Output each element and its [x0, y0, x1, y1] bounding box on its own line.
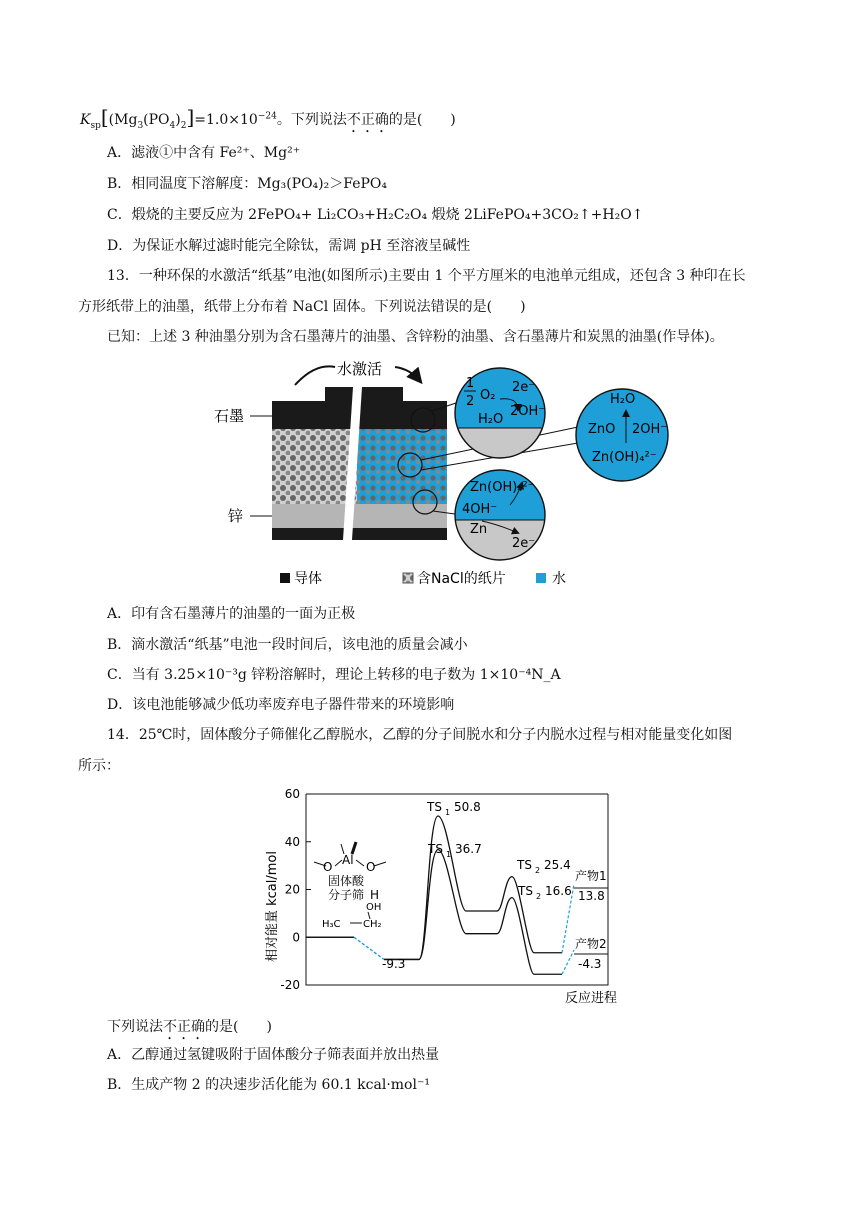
c2-h2o: H₂O [610, 392, 636, 407]
annot-ts1a-name: TS [427, 800, 442, 814]
label-zinc: 锌 [228, 507, 244, 525]
battery-figure [200, 355, 680, 595]
c1-half-num: 1 [466, 376, 475, 391]
legend-conductor: 导体 [294, 571, 322, 587]
q12-option-b: B．相同温度下溶解度：Mg₃(PO₄)₂＞FePO₄ [107, 176, 387, 192]
annot-ts1a-val: 50.8 [454, 800, 481, 814]
mol-h3c: H₃C [322, 919, 341, 930]
c1-o2: O₂ [480, 388, 496, 403]
c2-znoh4: Zn(OH)₄²⁻ [592, 450, 657, 465]
y-tick-label: 40 [284, 834, 300, 849]
legend-paper: 含NaCl的纸片 [417, 571, 506, 587]
q13-stem-line2: 方形纸带上的油墨，纸带上分布着 NaCl 固体。下列说法错误的是( ) [78, 299, 526, 315]
c1-electrons: 2e⁻ [512, 380, 536, 395]
catalyst-molecule [314, 842, 386, 930]
y-tick-label: 20 [284, 882, 300, 897]
ksp-symbol: K [80, 112, 91, 128]
q14-question-b: 的是( ) [205, 1019, 272, 1035]
q13-option-c: C．当有 3.25×10⁻³g 锌粉溶解时，理论上转移的电子数为 1×10⁻⁴N_A [107, 667, 561, 683]
annot-ts2a-name: TS [517, 858, 532, 872]
legend-water: 水 [552, 571, 566, 587]
q13-known: 已知：上述 3 种油墨分别为含石墨薄片的油墨、含锌粉的油墨、含石墨薄片和炭黑的油墨(作导体)。 [107, 329, 724, 345]
activate-arrow-left [295, 366, 335, 385]
catalyst-label-2: 分子筛 [328, 888, 365, 902]
zinc-layer [272, 504, 447, 528]
catalyst-label-1: 固体酸 [328, 874, 365, 888]
q12-option-c: C．煅烧的主要反应为 2FePO₄+ Li₂CO₃+H₂C₂O₄ 煅烧 2LiFePO₄+3CO₂↑+H₂O↑ [107, 207, 644, 223]
ksp-exp: −24 [257, 111, 277, 122]
annot-min: -9.3 [382, 957, 406, 971]
label-graphite: 石墨 [214, 407, 245, 425]
annot-ts1a-sub: 1 [445, 808, 451, 817]
q12-option-d: D．为保证水解过滤时能完全除钛，需调 pH 至溶液呈碱性 [107, 238, 471, 254]
chart-annotations [382, 800, 607, 971]
q14-question-a: 下列说法 [107, 1019, 163, 1035]
q13-option-a: A．印有含石墨薄片的油墨的一面为正极 [107, 606, 356, 622]
c3-oh: 4OH⁻ [462, 502, 498, 517]
product-connector-2 [562, 950, 574, 974]
series-1-path [384, 816, 562, 959]
adsorb-connector [354, 937, 384, 959]
annot-ts2b-name: TS [518, 884, 533, 898]
c1-half-den: 2 [466, 394, 475, 409]
annot-ts2b-val: 16.6 [545, 884, 572, 898]
activate-arrow-right [395, 367, 420, 381]
legend-water-swatch [536, 573, 546, 583]
q12-stem-text-a: 。下列说法 [276, 112, 347, 128]
q12-stem-text-b: 的是( ) [388, 112, 456, 128]
annot-ts1b-val: 36.7 [455, 842, 482, 856]
q13-stem-line1: 13．一种环保的水激活“纸基”电池(如图所示)主要由 1 个平方厘米的电池单元组成，还包含 3 种印在长 [107, 268, 746, 284]
c3-zn: Zn [470, 522, 488, 537]
legend-paper-swatch [403, 573, 413, 583]
annot-ts2a-sub: 2 [535, 866, 541, 875]
c1-oh: 2OH⁻ [510, 404, 546, 419]
q14-option-a: A．乙醇通过氢键吸附于固体酸分子筛表面并放出热量 [107, 1047, 440, 1063]
mol-o-left: O [323, 860, 333, 874]
c3-electrons: 2e⁻ [512, 536, 536, 551]
q12-stem: $K_{sp}[(Mg_3(PO_4)_2]=1.0\times 10^{-24}$。下列说法不正确的是( ) [80, 105, 456, 131]
q12-option-a: A．滤液①中含有 Fe²⁺、Mg²⁺ [107, 145, 301, 161]
mol-o-right: O [366, 860, 376, 874]
y-tick-label: 60 [284, 787, 300, 801]
label-activate: 水激活 [337, 360, 383, 378]
annot-p1-val: 13.8 [578, 889, 605, 903]
mol-al: Al [342, 853, 354, 867]
q13-option-b: B．滴水激活“纸基”电池一段时间后，该电池的质量会减小 [107, 637, 468, 653]
chart-xlabel: 反应进程 [565, 991, 618, 1006]
energy-chart [262, 782, 632, 1008]
y-tick-label: 0 [292, 930, 300, 945]
c2-zno: ZnO [588, 422, 616, 437]
q14-question [107, 1017, 272, 1043]
q13-option-d: D．该电池能够减少低功率废弃电子器件带来的环境影响 [107, 697, 455, 713]
annot-ts2b-sub: 2 [536, 892, 542, 901]
y-tick-label: -20 [280, 978, 300, 992]
q12-stem-emphasis: 不正确 [346, 112, 389, 128]
q14-stem-line1: 14．25℃时，固体酸分子筛催化乙醇脱水，乙醇的分子间脱水和分子内脱水过程与相对能量变化如图 [107, 727, 733, 743]
q14-question-emphasis: 不正确 [163, 1019, 205, 1035]
battery-terminal [325, 387, 403, 403]
battery-bottom [272, 528, 447, 540]
chart-ylabel: 相对能量 kcal/mol [265, 851, 280, 962]
ksp-value: =1.0×10 [194, 112, 258, 128]
ksp-sub: sp [90, 120, 101, 131]
mol-ch2: CH₂ [363, 919, 382, 930]
annot-p1-name: 产物1 [575, 869, 607, 883]
legend-conductor-swatch [280, 573, 290, 583]
mol-h: H [370, 888, 380, 902]
annot-p2-name: 产物2 [575, 937, 607, 951]
c1-h2o: H₂O [478, 412, 504, 427]
annot-ts1b-sub: 1 [446, 850, 452, 859]
annot-ts2a-val: 25.4 [544, 858, 571, 872]
q14-option-b: B．生成产物 2 的决速步活化能为 60.1 kcal·mol⁻¹ [107, 1077, 430, 1093]
q14-stem-line2: 所示： [78, 758, 120, 774]
annot-p2-val: -4.3 [578, 957, 602, 971]
annot-ts1b-name: TS [428, 842, 443, 856]
paper-left [272, 429, 357, 504]
c2-oh: 2OH⁻ [632, 422, 668, 437]
c3-znoh4: Zn(OH)₄²⁻ [470, 480, 535, 495]
mol-oh: OH [366, 902, 382, 913]
